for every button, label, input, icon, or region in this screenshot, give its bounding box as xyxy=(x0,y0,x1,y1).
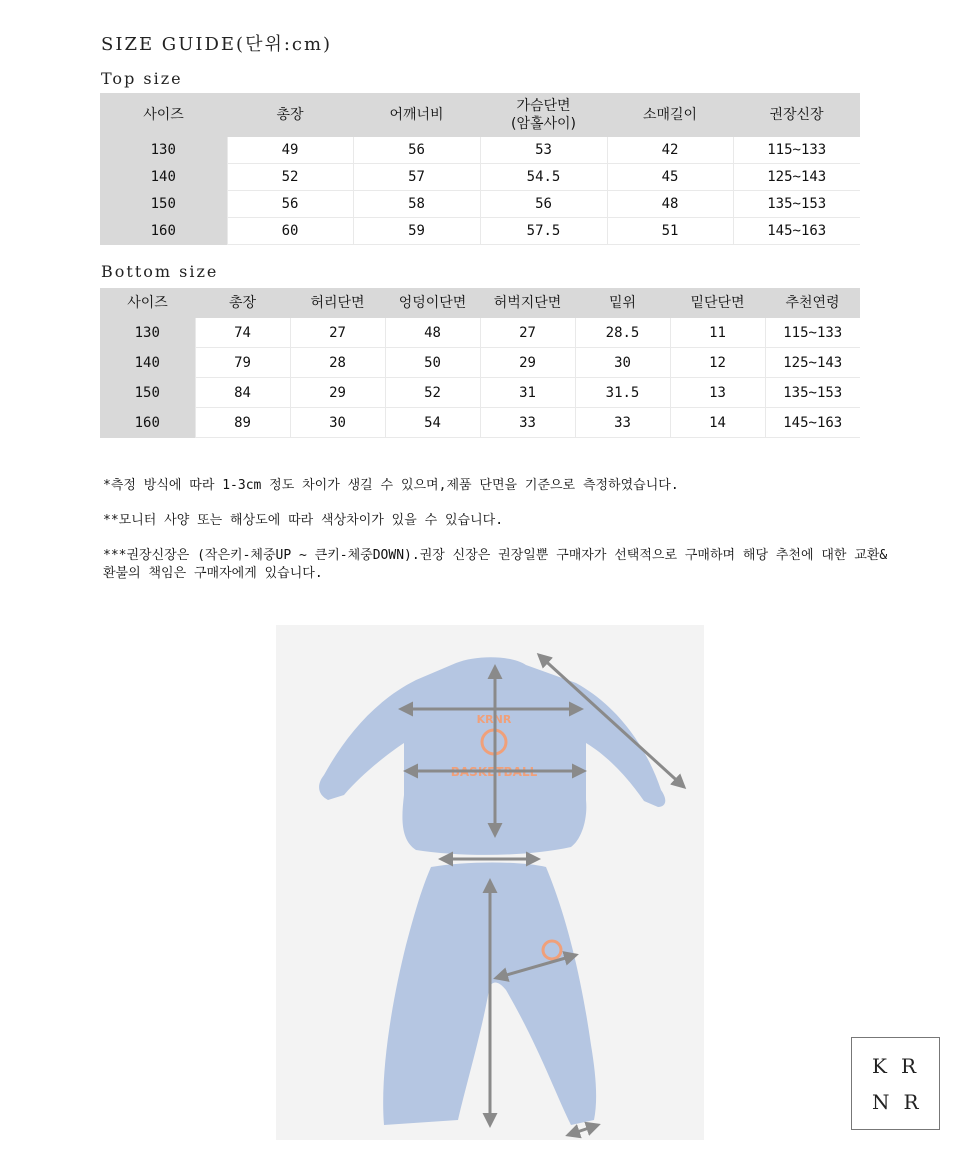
top-size-label: Top size xyxy=(101,69,183,88)
table-cell: 115~133 xyxy=(765,318,860,348)
table-row xyxy=(100,378,860,408)
top-size-table xyxy=(100,93,860,245)
table-cell: 48 xyxy=(607,191,733,218)
table-cell: 115~133 xyxy=(733,137,860,164)
logo-line-2: NR xyxy=(872,1090,933,1114)
table-cell: 31.5 xyxy=(575,378,670,408)
note-measurement: *측정 방식에 따라 1-3cm 정도 차이가 생길 수 있으며,제품 단면을 기준으로 측정하였습니다. xyxy=(103,478,679,493)
table-row xyxy=(100,164,860,191)
table-cell: 49 xyxy=(227,137,353,164)
table-cell: 48 xyxy=(385,318,480,348)
table-row xyxy=(100,348,860,378)
table-cell: 135~153 xyxy=(765,378,860,408)
table-cell: 89 xyxy=(195,408,290,438)
note-recommended-height: ***권장신장은 (작은키-체중UP ~ 큰키-체중DOWN).권장 신장은 권장일뿐 구매자가 선택적으로 구매하며 해당 추천에 대한 교환&환불의 책임은 구매자에게 있습니다. xyxy=(103,548,888,581)
table-cell: 11 xyxy=(670,318,765,348)
table-row xyxy=(100,218,860,245)
column-header: 추천연령 xyxy=(765,288,860,318)
table-cell: 50 xyxy=(385,348,480,378)
table-cell: 56 xyxy=(353,137,480,164)
table-cell: 60 xyxy=(227,218,353,245)
size-cell: 140 xyxy=(100,348,195,378)
column-header: 어깨너비 xyxy=(353,93,480,137)
sweatshirt-illustration xyxy=(319,657,665,855)
size-cell: 130 xyxy=(100,318,195,348)
table-cell: 54 xyxy=(385,408,480,438)
table-cell: 28.5 xyxy=(575,318,670,348)
table-cell: 45 xyxy=(607,164,733,191)
table-row xyxy=(100,408,860,438)
table-cell: 57 xyxy=(353,164,480,191)
table-cell: 30 xyxy=(290,408,385,438)
column-header: 밑단단면 xyxy=(670,288,765,318)
table-cell: 29 xyxy=(290,378,385,408)
table-cell: 29 xyxy=(480,348,575,378)
column-header: 엉덩이단면 xyxy=(385,288,480,318)
table-cell: 125~143 xyxy=(733,164,860,191)
table-cell: 27 xyxy=(480,318,575,348)
table-cell: 52 xyxy=(227,164,353,191)
table-cell: 79 xyxy=(195,348,290,378)
size-cell: 150 xyxy=(100,191,227,218)
logo-line-1: KR xyxy=(872,1054,930,1078)
table-cell: 54.5 xyxy=(480,164,607,191)
table-cell: 14 xyxy=(670,408,765,438)
table-cell: 33 xyxy=(575,408,670,438)
hem-arrow xyxy=(568,1125,598,1135)
table-cell: 12 xyxy=(670,348,765,378)
column-header: 허벅지단면 xyxy=(480,288,575,318)
column-header: 가슴단면 (암홀사이) xyxy=(480,93,607,137)
product-measurement-image xyxy=(276,625,704,1140)
size-cell: 160 xyxy=(100,408,195,438)
brand-logo xyxy=(851,1037,940,1130)
column-header: 총장 xyxy=(227,93,353,137)
column-header: 허리단면 xyxy=(290,288,385,318)
size-cell: 130 xyxy=(100,137,227,164)
print-bottom-text: BASKETBALL xyxy=(450,765,538,779)
bottom-size-table xyxy=(100,288,860,438)
column-header: 권장신장 xyxy=(733,93,860,137)
bottom-size-label: Bottom size xyxy=(101,262,219,281)
column-header: 사이즈 xyxy=(100,93,227,137)
page-title: SIZE GUIDE(단위:cm) xyxy=(101,34,333,55)
size-cell: 150 xyxy=(100,378,195,408)
table-row xyxy=(100,318,860,348)
table-cell: 56 xyxy=(480,191,607,218)
table-cell: 59 xyxy=(353,218,480,245)
table-row xyxy=(100,191,860,218)
table-cell: 51 xyxy=(607,218,733,245)
table-cell: 56 xyxy=(227,191,353,218)
table-row xyxy=(100,137,860,164)
table-cell: 33 xyxy=(480,408,575,438)
table-cell: 74 xyxy=(195,318,290,348)
table-cell: 145~163 xyxy=(765,408,860,438)
column-header: 총장 xyxy=(195,288,290,318)
size-cell: 160 xyxy=(100,218,227,245)
table-cell: 57.5 xyxy=(480,218,607,245)
table-cell: 13 xyxy=(670,378,765,408)
table-cell: 28 xyxy=(290,348,385,378)
column-header: 소매길이 xyxy=(607,93,733,137)
table-cell: 42 xyxy=(607,137,733,164)
table-cell: 53 xyxy=(480,137,607,164)
column-header: 사이즈 xyxy=(100,288,195,318)
table-cell: 135~153 xyxy=(733,191,860,218)
table-cell: 52 xyxy=(385,378,480,408)
table-cell: 31 xyxy=(480,378,575,408)
table-cell: 27 xyxy=(290,318,385,348)
note-monitor-color: **모니터 사양 또는 해상도에 따라 색상차이가 있을 수 있습니다. xyxy=(103,513,504,528)
table-cell: 125~143 xyxy=(765,348,860,378)
table-cell: 58 xyxy=(353,191,480,218)
table-cell: 30 xyxy=(575,348,670,378)
table-cell: 145~163 xyxy=(733,218,860,245)
column-header: 밑위 xyxy=(575,288,670,318)
table-cell: 84 xyxy=(195,378,290,408)
print-top-text: KRNR xyxy=(476,713,512,726)
size-cell: 140 xyxy=(100,164,227,191)
